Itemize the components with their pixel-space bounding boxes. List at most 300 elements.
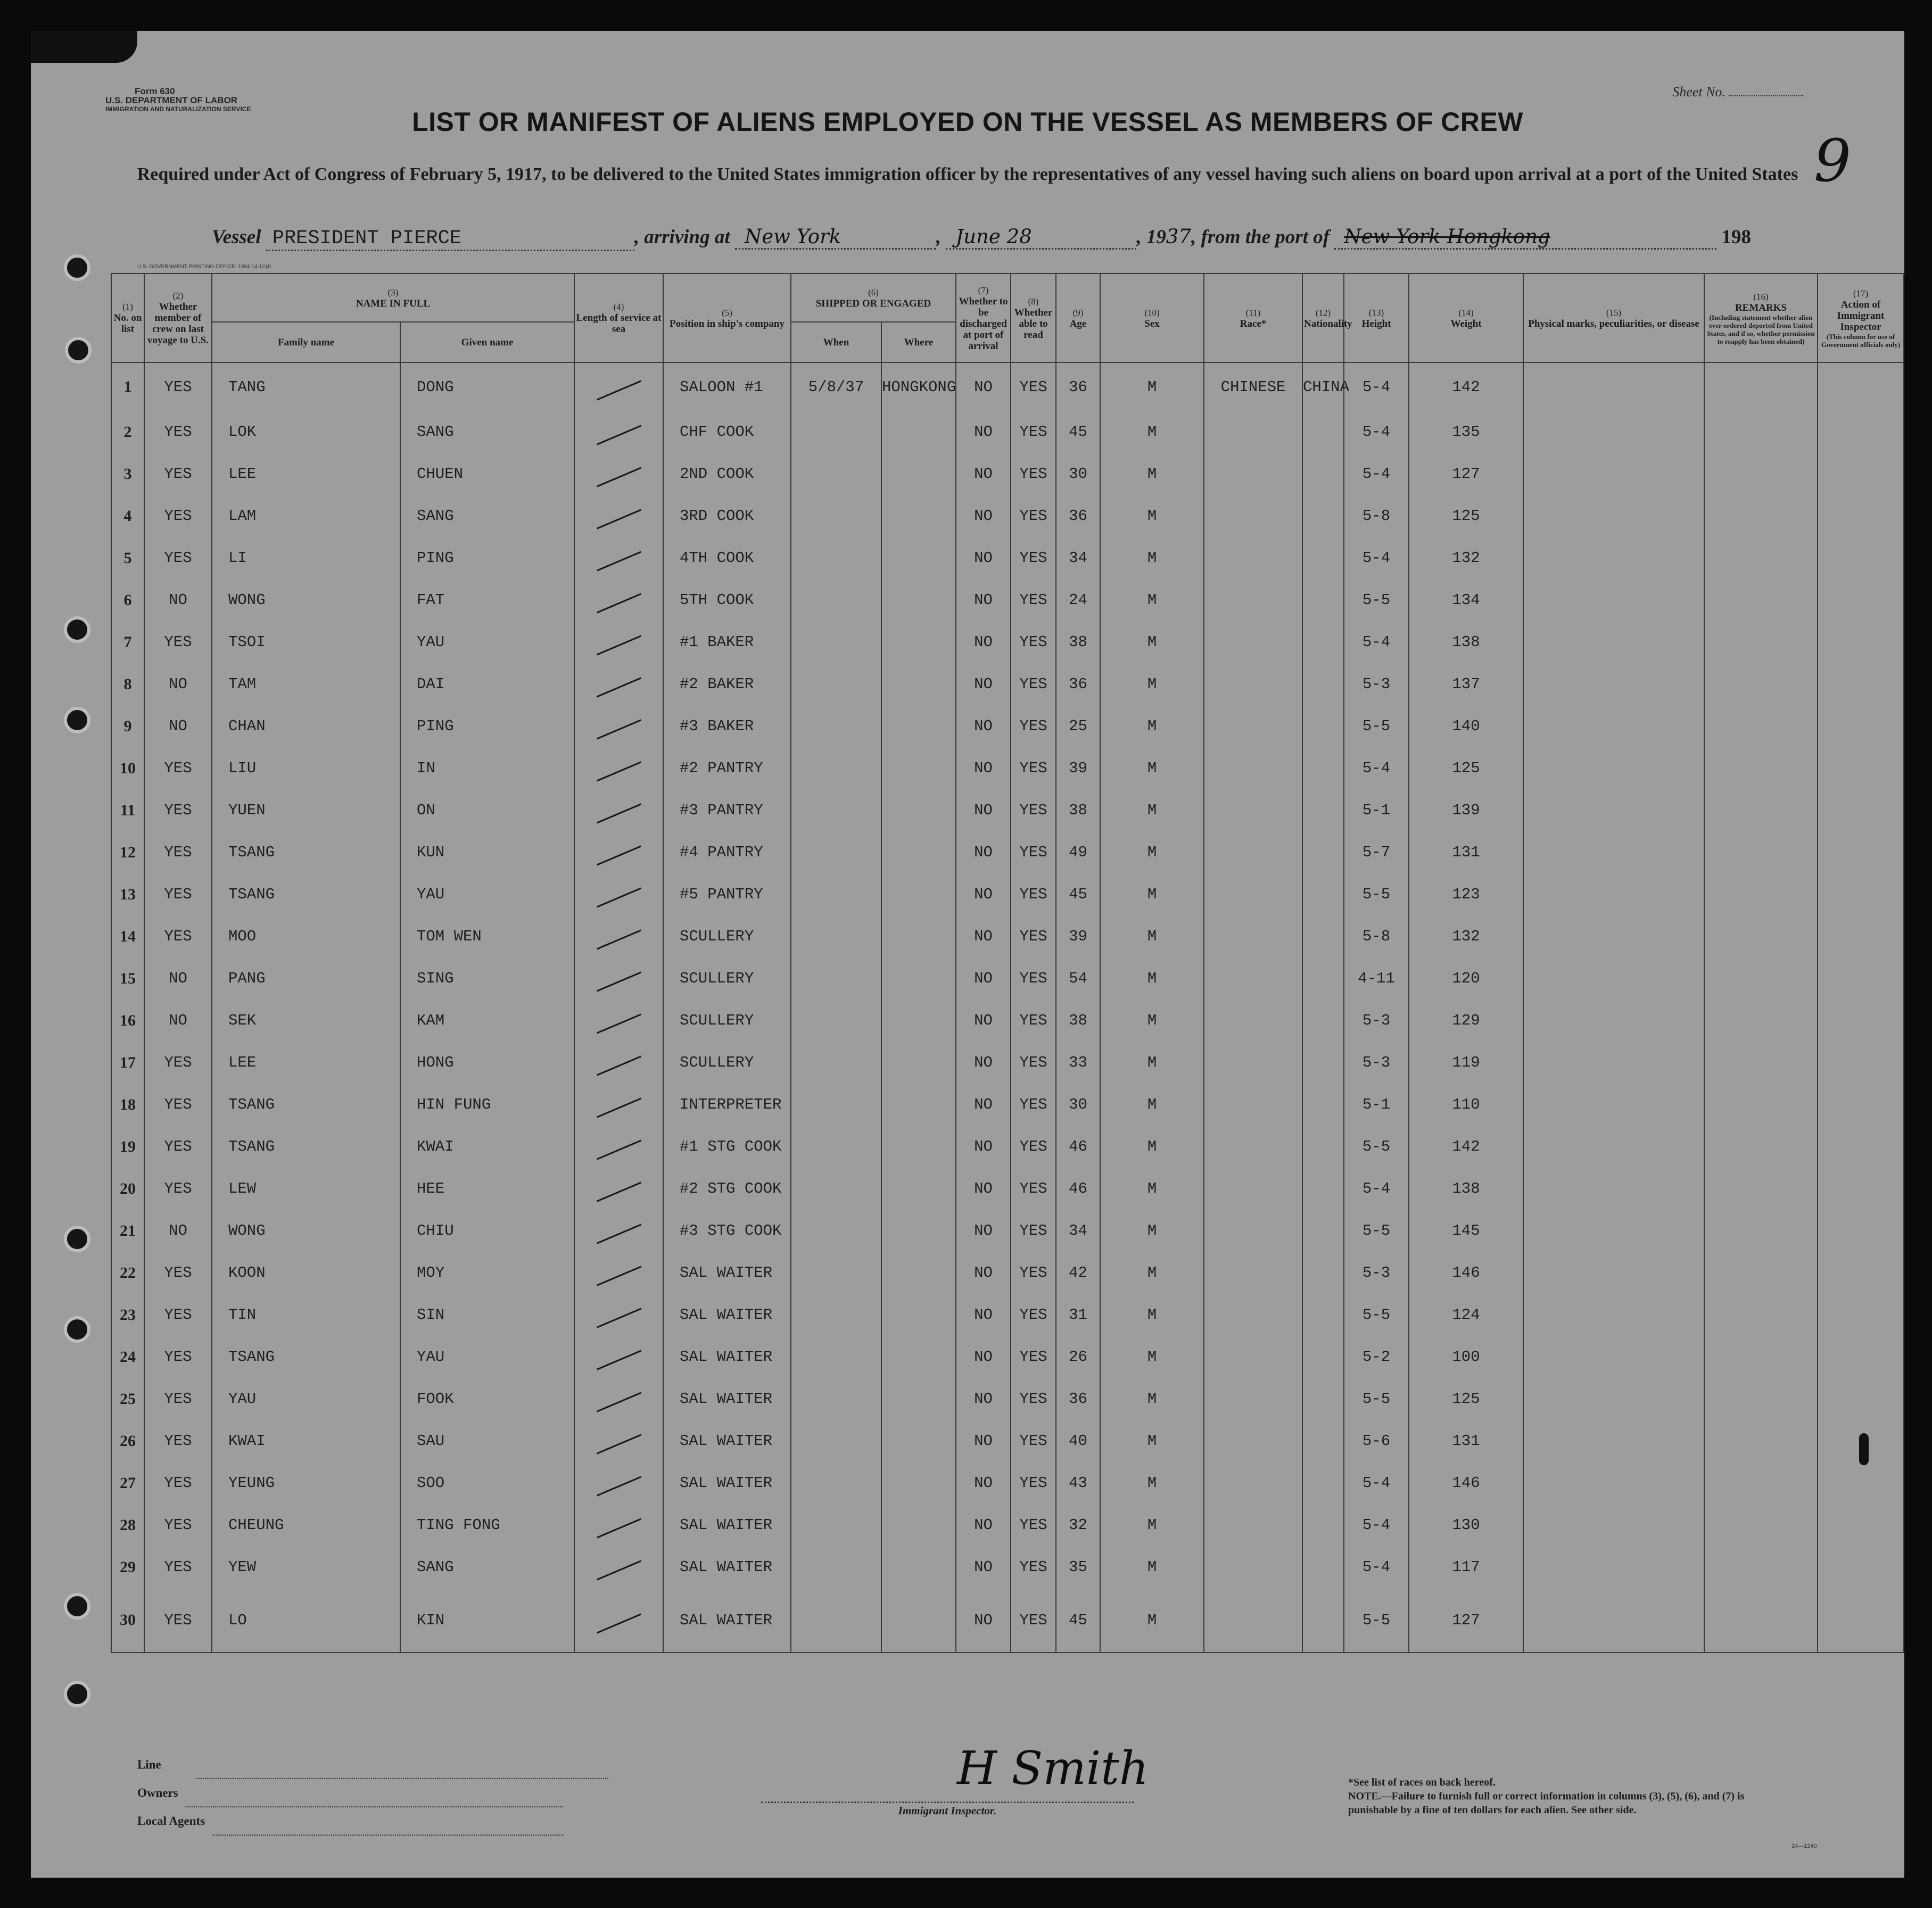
cell-given-name: DAI xyxy=(400,663,574,705)
cell-family-name: WONG xyxy=(212,1210,400,1252)
cell-family-name: TSANG xyxy=(212,1336,400,1378)
cell-physical-marks xyxy=(1523,495,1704,537)
cell-family-name: LEW xyxy=(212,1168,400,1210)
department-name: U.S. DEPARTMENT OF LABOR xyxy=(105,95,238,105)
service-tick-mark xyxy=(596,425,641,445)
cell-shipped-where xyxy=(881,831,956,873)
cell-height: 5-3 xyxy=(1344,1000,1409,1042)
cell-given-name: YAU xyxy=(400,1336,574,1378)
cell-inspector-action xyxy=(1818,1252,1904,1294)
cell-physical-marks xyxy=(1523,1042,1704,1084)
handwritten-margin-mark: 9 xyxy=(1814,127,1851,195)
cell-weight: 138 xyxy=(1409,1168,1523,1210)
cell-shipped-when xyxy=(791,621,881,663)
cell-nationality xyxy=(1302,453,1344,495)
cell-previous-voyage: YES xyxy=(144,1504,212,1546)
form-number: Form 630 xyxy=(135,86,175,96)
cell-family-name: SEK xyxy=(212,1000,400,1042)
cell-shipped-where xyxy=(881,663,956,705)
cell-previous-voyage: YES xyxy=(144,411,212,453)
table-row xyxy=(111,747,1904,789)
service-tick-mark xyxy=(596,762,641,782)
cell-shipped-where xyxy=(881,537,956,579)
col-read-header: (8) Whether able to read xyxy=(1011,274,1056,362)
cell-discharged: NO xyxy=(956,1294,1011,1336)
cell-able-to-read: YES xyxy=(1011,831,1056,873)
cell-nationality xyxy=(1302,1588,1344,1653)
service-tick-mark xyxy=(596,1350,641,1370)
cell-weight: 132 xyxy=(1409,915,1523,957)
cell-able-to-read: YES xyxy=(1011,1084,1056,1126)
cell-age: 36 xyxy=(1056,663,1100,705)
cell-shipped-when xyxy=(791,1462,881,1504)
owners-fill xyxy=(185,1779,563,1807)
cell-row-number: 15 xyxy=(111,957,144,1000)
cell-able-to-read: YES xyxy=(1011,579,1056,621)
cell-age: 33 xyxy=(1056,1042,1100,1084)
year-suffix: 37 xyxy=(1166,225,1191,248)
cell-sex: M xyxy=(1100,1084,1204,1126)
cell-position: INTERPRETER xyxy=(663,1084,791,1126)
table-row xyxy=(111,1504,1904,1546)
cell-previous-voyage: YES xyxy=(144,789,212,831)
cell-race xyxy=(1204,873,1302,915)
service-tick-mark xyxy=(596,635,641,656)
cell-remarks xyxy=(1704,789,1818,831)
cell-shipped-when xyxy=(791,1294,881,1336)
cell-nationality xyxy=(1302,1210,1344,1252)
cell-height: 5-5 xyxy=(1344,1294,1409,1336)
cell-family-name: LO xyxy=(212,1588,400,1653)
table-header xyxy=(111,274,1904,362)
cell-service-tick xyxy=(574,1504,663,1546)
cell-discharged: NO xyxy=(956,1378,1011,1420)
cell-family-name: YAU xyxy=(212,1378,400,1420)
vessel-line: Vessel PRESIDENT PIERCE , arriving at New York , June 28 , 1937, from the port of New York Hongkong 198 xyxy=(212,225,1751,251)
cell-inspector-action xyxy=(1818,495,1904,537)
service-tick-mark xyxy=(596,1560,641,1581)
cell-height: 5-3 xyxy=(1344,663,1409,705)
cell-service-tick xyxy=(574,1420,663,1462)
cell-physical-marks xyxy=(1523,1252,1704,1294)
cell-nationality xyxy=(1302,873,1344,915)
cell-given-name: HEE xyxy=(400,1168,574,1210)
service-tick-mark xyxy=(596,804,641,824)
cell-row-number: 20 xyxy=(111,1168,144,1210)
cell-sex: M xyxy=(1100,495,1204,537)
cell-service-tick xyxy=(574,705,663,747)
cell-age: 38 xyxy=(1056,621,1100,663)
table-row xyxy=(111,1378,1904,1420)
cell-height: 5-4 xyxy=(1344,362,1409,411)
cell-age: 54 xyxy=(1056,957,1100,1000)
cell-row-number: 18 xyxy=(111,1084,144,1126)
cell-row-number: 23 xyxy=(111,1294,144,1336)
cell-sex: M xyxy=(1100,1378,1204,1420)
cell-service-tick xyxy=(574,1126,663,1168)
cell-physical-marks xyxy=(1523,1000,1704,1042)
inspector-label: Immigrant Inspector. xyxy=(761,1802,1134,1818)
cell-inspector-action xyxy=(1818,1084,1904,1126)
cell-position: #3 STG COOK xyxy=(663,1210,791,1252)
cell-physical-marks xyxy=(1523,1168,1704,1210)
cell-shipped-where xyxy=(881,1210,956,1252)
crew-table xyxy=(111,273,1904,1653)
col-when-header: When xyxy=(791,322,881,362)
table-row xyxy=(111,362,1904,411)
cell-position: SAL WAITER xyxy=(663,1294,791,1336)
cell-height: 5-5 xyxy=(1344,1378,1409,1420)
cell-race xyxy=(1204,537,1302,579)
cell-position: SAL WAITER xyxy=(663,1546,791,1588)
cell-race xyxy=(1204,1294,1302,1336)
cell-remarks xyxy=(1704,537,1818,579)
cell-row-number: 25 xyxy=(111,1378,144,1420)
cell-previous-voyage: YES xyxy=(144,495,212,537)
col-name-header: (3) NAME IN FULL xyxy=(212,274,574,322)
binder-hole xyxy=(64,1593,90,1620)
cell-weight: 134 xyxy=(1409,579,1523,621)
cell-given-name: FAT xyxy=(400,579,574,621)
cell-shipped-when xyxy=(791,1042,881,1084)
cell-remarks xyxy=(1704,1084,1818,1126)
cell-nationality: CHINA xyxy=(1302,362,1344,411)
service-tick-mark xyxy=(596,1140,641,1160)
cell-weight: 124 xyxy=(1409,1294,1523,1336)
cell-height: 5-7 xyxy=(1344,831,1409,873)
cell-remarks xyxy=(1704,362,1818,411)
cell-weight: 123 xyxy=(1409,873,1523,915)
cell-able-to-read: YES xyxy=(1011,747,1056,789)
cell-given-name: PING xyxy=(400,537,574,579)
arrival-port: New York xyxy=(735,225,936,250)
edge-notch xyxy=(1859,1433,1869,1465)
table-row xyxy=(111,1252,1904,1294)
cell-position: 5TH COOK xyxy=(663,579,791,621)
cell-height: 5-4 xyxy=(1344,747,1409,789)
cell-able-to-read: YES xyxy=(1011,1294,1056,1336)
cell-nationality xyxy=(1302,1504,1344,1546)
cell-able-to-read: YES xyxy=(1011,411,1056,453)
cell-remarks xyxy=(1704,1294,1818,1336)
cell-service-tick xyxy=(574,663,663,705)
cell-physical-marks xyxy=(1523,1210,1704,1252)
cell-given-name: SING xyxy=(400,957,574,1000)
cell-service-tick xyxy=(574,1294,663,1336)
cell-previous-voyage: NO xyxy=(144,579,212,621)
cell-family-name: TSANG xyxy=(212,1126,400,1168)
cell-race xyxy=(1204,1336,1302,1378)
cell-age: 34 xyxy=(1056,1210,1100,1252)
cell-row-number: 1 xyxy=(111,362,144,411)
cell-remarks xyxy=(1704,579,1818,621)
cell-family-name: TAM xyxy=(212,663,400,705)
cell-sex: M xyxy=(1100,957,1204,1000)
cell-nationality xyxy=(1302,1252,1344,1294)
cell-given-name: YAU xyxy=(400,873,574,915)
cell-family-name: KOON xyxy=(212,1252,400,1294)
cell-weight: 117 xyxy=(1409,1546,1523,1588)
cell-remarks xyxy=(1704,663,1818,705)
cell-inspector-action xyxy=(1818,1462,1904,1504)
cell-shipped-where xyxy=(881,1042,956,1084)
cell-age: 36 xyxy=(1056,495,1100,537)
table-row xyxy=(111,1042,1904,1084)
cell-height: 5-8 xyxy=(1344,915,1409,957)
cell-previous-voyage: YES xyxy=(144,453,212,495)
cell-nationality xyxy=(1302,705,1344,747)
col-nationality-header: (12) Nationality xyxy=(1302,274,1344,362)
cell-shipped-where xyxy=(881,1168,956,1210)
arriving-label: , arriving at xyxy=(634,226,730,248)
cell-position: SAL WAITER xyxy=(663,1588,791,1653)
cell-height: 5-8 xyxy=(1344,495,1409,537)
cell-weight: 145 xyxy=(1409,1210,1523,1252)
cell-given-name: FOOK xyxy=(400,1378,574,1420)
cell-shipped-when xyxy=(791,747,881,789)
fine-note: NOTE.—Failure to furnish full or correct information in columns (3), (5), (6), and (7) is punishable by a fine of ten dollars for each alien. See other side. xyxy=(1348,1790,1745,1816)
cell-sex: M xyxy=(1100,411,1204,453)
cell-shipped-where xyxy=(881,1462,956,1504)
table-row xyxy=(111,1588,1904,1653)
cell-sex: M xyxy=(1100,1462,1204,1504)
cell-weight: 100 xyxy=(1409,1336,1523,1378)
cell-row-number: 21 xyxy=(111,1210,144,1252)
cell-shipped-when xyxy=(791,1000,881,1042)
cell-family-name: YUEN xyxy=(212,789,400,831)
cell-inspector-action xyxy=(1818,621,1904,663)
cell-previous-voyage: YES xyxy=(144,621,212,663)
cell-height: 5-5 xyxy=(1344,705,1409,747)
cell-shipped-when xyxy=(791,1210,881,1252)
cell-family-name: KWAI xyxy=(212,1420,400,1462)
cell-sex: M xyxy=(1100,1210,1204,1252)
cell-race xyxy=(1204,1504,1302,1546)
table-row xyxy=(111,789,1904,831)
cell-sex: M xyxy=(1100,1546,1204,1588)
cell-shipped-where xyxy=(881,789,956,831)
cell-able-to-read: YES xyxy=(1011,1042,1056,1084)
cell-previous-voyage: NO xyxy=(144,957,212,1000)
cell-age: 42 xyxy=(1056,1252,1100,1294)
cell-nationality xyxy=(1302,1126,1344,1168)
cell-age: 36 xyxy=(1056,362,1100,411)
cell-inspector-action xyxy=(1818,1000,1904,1042)
cell-height: 5-4 xyxy=(1344,1546,1409,1588)
cell-height: 5-5 xyxy=(1344,579,1409,621)
cell-family-name: LAM xyxy=(212,495,400,537)
service-tick-mark xyxy=(596,1098,641,1118)
cell-race xyxy=(1204,789,1302,831)
cell-nationality xyxy=(1302,1000,1344,1042)
cell-row-number: 2 xyxy=(111,411,144,453)
cell-remarks xyxy=(1704,411,1818,453)
cell-shipped-when xyxy=(791,1168,881,1210)
table-row xyxy=(111,1336,1904,1378)
cell-weight: 137 xyxy=(1409,663,1523,705)
line-label: Line xyxy=(137,1758,161,1771)
cell-inspector-action xyxy=(1818,1546,1904,1588)
cell-service-tick xyxy=(574,831,663,873)
service-name: IMMIGRATION AND NATURALIZATION SERVICE xyxy=(105,105,251,113)
col-race-header: (11) Race* xyxy=(1204,274,1302,362)
cell-discharged: NO xyxy=(956,537,1011,579)
cell-sex: M xyxy=(1100,873,1204,915)
cell-position: #2 PANTRY xyxy=(663,747,791,789)
service-tick-mark xyxy=(596,1224,641,1244)
service-tick-mark xyxy=(596,930,641,950)
cell-discharged: NO xyxy=(956,705,1011,747)
cell-age: 26 xyxy=(1056,1336,1100,1378)
cell-given-name: CHIU xyxy=(400,1210,574,1252)
cell-able-to-read: YES xyxy=(1011,1000,1056,1042)
cell-able-to-read: YES xyxy=(1011,1336,1056,1378)
cell-discharged: NO xyxy=(956,915,1011,957)
cell-inspector-action xyxy=(1818,831,1904,873)
cell-inspector-action xyxy=(1818,453,1904,495)
cell-sex: M xyxy=(1100,1588,1204,1653)
cell-sex: M xyxy=(1100,1504,1204,1546)
cell-physical-marks xyxy=(1523,411,1704,453)
cell-remarks xyxy=(1704,453,1818,495)
cell-remarks xyxy=(1704,1504,1818,1546)
cell-family-name: LEE xyxy=(212,453,400,495)
table-row xyxy=(111,1210,1904,1252)
cell-remarks xyxy=(1704,1420,1818,1462)
owners-label: Owners xyxy=(137,1786,178,1799)
cell-given-name: HONG xyxy=(400,1042,574,1084)
cell-physical-marks xyxy=(1523,1126,1704,1168)
service-tick-mark xyxy=(596,1434,641,1455)
cell-discharged: NO xyxy=(956,1336,1011,1378)
cell-physical-marks xyxy=(1523,453,1704,495)
cell-position: SCULLERY xyxy=(663,1000,791,1042)
cell-remarks xyxy=(1704,1252,1818,1294)
cell-remarks xyxy=(1704,1378,1818,1420)
cell-given-name: PING xyxy=(400,705,574,747)
cell-weight: 125 xyxy=(1409,747,1523,789)
service-tick-mark xyxy=(596,1308,641,1328)
cell-position: SCULLERY xyxy=(663,915,791,957)
cell-discharged: NO xyxy=(956,579,1011,621)
cell-position: SAL WAITER xyxy=(663,1336,791,1378)
cell-shipped-where xyxy=(881,495,956,537)
cell-weight: 131 xyxy=(1409,1420,1523,1462)
col-length-of-service-header: (4) Length of service at sea xyxy=(574,274,663,362)
cell-service-tick xyxy=(574,1378,663,1420)
cell-given-name: TOM WEN xyxy=(400,915,574,957)
cell-family-name: LI xyxy=(212,537,400,579)
page-title: LIST OR MANIFEST OF ALIENS EMPLOYED ON THE VESSEL AS MEMBERS OF CREW xyxy=(412,107,1523,137)
cell-shipped-when xyxy=(791,411,881,453)
cell-family-name: YEW xyxy=(212,1546,400,1588)
cell-inspector-action xyxy=(1818,705,1904,747)
cell-shipped-where: HONGKONG xyxy=(881,362,956,411)
cell-service-tick xyxy=(574,1252,663,1294)
cell-inspector-action xyxy=(1818,1042,1904,1084)
cell-inspector-action xyxy=(1818,1336,1904,1378)
cell-height: 5-1 xyxy=(1344,789,1409,831)
vessel-name: PRESIDENT PIERCE xyxy=(266,227,634,251)
cell-discharged: NO xyxy=(956,1210,1011,1252)
cell-age: 40 xyxy=(1056,1420,1100,1462)
cell-race xyxy=(1204,1462,1302,1504)
cell-able-to-read: YES xyxy=(1011,537,1056,579)
cell-weight: 127 xyxy=(1409,453,1523,495)
cell-position: 4TH COOK xyxy=(663,537,791,579)
cell-discharged: NO xyxy=(956,789,1011,831)
cell-given-name: ON xyxy=(400,789,574,831)
cell-nationality xyxy=(1302,621,1344,663)
cell-row-number: 10 xyxy=(111,747,144,789)
cell-row-number: 5 xyxy=(111,537,144,579)
cell-remarks xyxy=(1704,1000,1818,1042)
cell-physical-marks xyxy=(1523,537,1704,579)
cell-previous-voyage: YES xyxy=(144,1252,212,1294)
cell-sex: M xyxy=(1100,1168,1204,1210)
cell-remarks xyxy=(1704,1168,1818,1210)
col-no-header: (1) No. on list xyxy=(111,274,144,362)
local-agents-label: Local Agents xyxy=(137,1814,205,1828)
cell-race xyxy=(1204,1000,1302,1042)
cell-sex: M xyxy=(1100,453,1204,495)
cell-able-to-read: YES xyxy=(1011,1462,1056,1504)
cell-previous-voyage: NO xyxy=(144,1210,212,1252)
cell-family-name: WONG xyxy=(212,579,400,621)
cell-age: 49 xyxy=(1056,831,1100,873)
cell-service-tick xyxy=(574,1588,663,1653)
cell-position: SAL WAITER xyxy=(663,1504,791,1546)
cell-shipped-where xyxy=(881,1126,956,1168)
cell-remarks xyxy=(1704,831,1818,873)
cell-previous-voyage: YES xyxy=(144,1588,212,1653)
sheet-number xyxy=(1672,84,1803,100)
cell-discharged: NO xyxy=(956,1042,1011,1084)
cell-height: 4-11 xyxy=(1344,957,1409,1000)
cell-height: 5-4 xyxy=(1344,1504,1409,1546)
cell-service-tick xyxy=(574,537,663,579)
cell-inspector-action xyxy=(1818,411,1904,453)
col-sex-header: (10) Sex xyxy=(1100,274,1204,362)
cell-shipped-when xyxy=(791,663,881,705)
cell-shipped-when xyxy=(791,1084,881,1126)
cell-remarks xyxy=(1704,1462,1818,1504)
cell-discharged: NO xyxy=(956,1000,1011,1042)
cell-able-to-read: YES xyxy=(1011,1504,1056,1546)
cell-weight: 130 xyxy=(1409,1504,1523,1546)
cell-row-number: 17 xyxy=(111,1042,144,1084)
cell-shipped-where xyxy=(881,411,956,453)
cell-service-tick xyxy=(574,1462,663,1504)
cell-row-number: 13 xyxy=(111,873,144,915)
cell-service-tick xyxy=(574,362,663,411)
cell-given-name: SANG xyxy=(400,1546,574,1588)
col-age-header: (9) Age xyxy=(1056,274,1100,362)
table-row xyxy=(111,579,1904,621)
cell-previous-voyage: YES xyxy=(144,362,212,411)
cell-race: CHINESE xyxy=(1204,362,1302,411)
cell-row-number: 3 xyxy=(111,453,144,495)
service-tick-mark xyxy=(596,846,641,866)
cell-discharged: NO xyxy=(956,747,1011,789)
cell-able-to-read: YES xyxy=(1011,1252,1056,1294)
cell-shipped-when xyxy=(791,1546,881,1588)
cell-shipped-when xyxy=(791,873,881,915)
service-tick-mark xyxy=(596,720,641,740)
cell-shipped-when xyxy=(791,705,881,747)
col-given-name-header: Given name xyxy=(400,322,574,362)
cell-position: #1 BAKER xyxy=(663,621,791,663)
